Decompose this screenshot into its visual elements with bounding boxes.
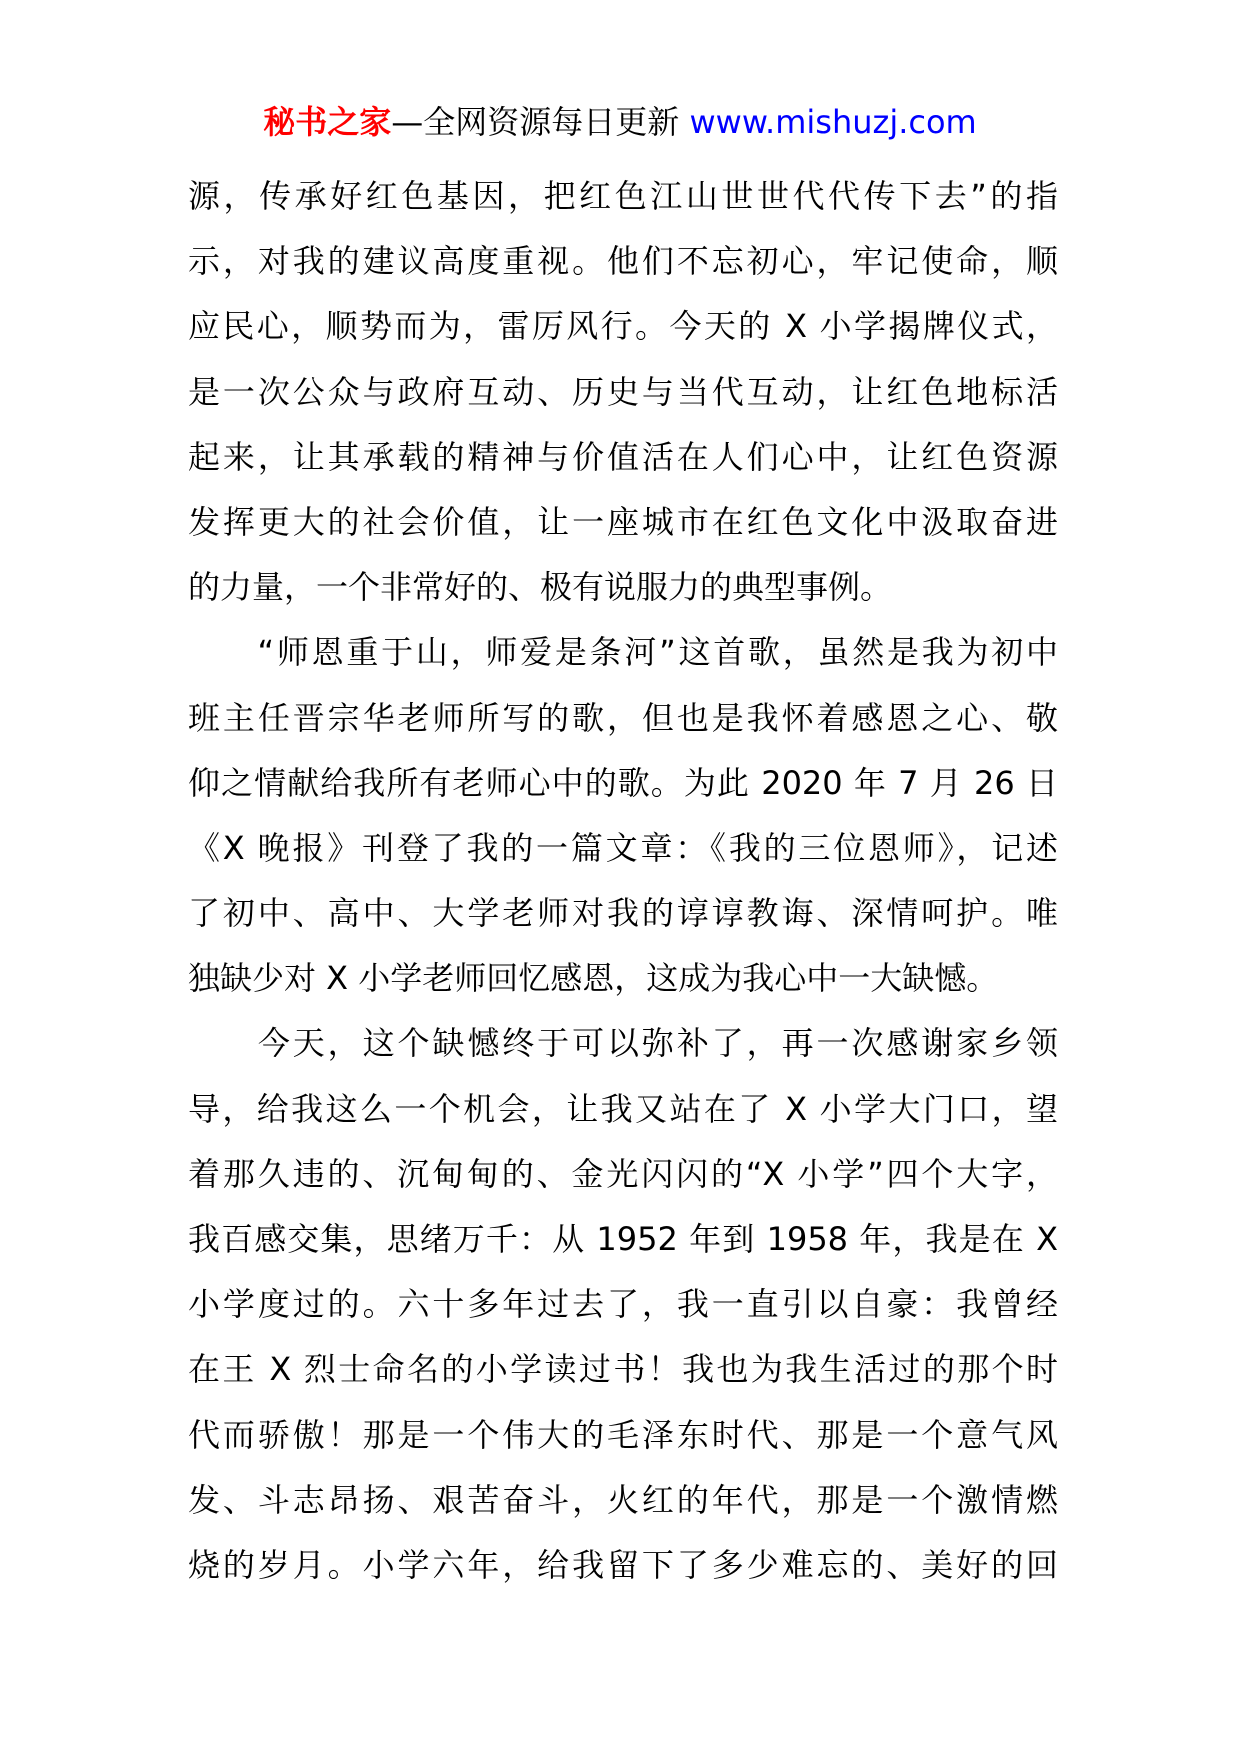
text-line: 仰之情献给我所有老师心中的歌。为此 2020 年 7 月 26 日 [188,763,1058,802]
text-line: 烧的岁月。小学六年，给我留下了多少难忘的、美好的回 [188,1545,1058,1584]
document-body [188,164,1058,1598]
text-line: “师恩重于山，师爱是条河”这首歌，虽然是我为初中 [188,633,1058,672]
text-line: 我百感交集，思绪万千：从 1952 年到 1958 年，我是在 X [188,1220,1058,1258]
text-line: 了初中、高中、大学老师对我的谆谆教诲、深情呵护。唯 [188,894,1058,933]
site-tagline: —全网资源每日更新 [391,103,680,141]
text-line: 独缺少对 X 小学老师回忆感恩，这成为我心中一大缺憾。 [188,959,999,998]
site-url-link[interactable]: www.mishuzj.com [689,103,977,141]
text-line: 源，传承好红色基因，把红色江山世世代代传下去”的指 [188,177,1058,215]
text-line: 小学度过的。六十多年过去了，我一直引以自豪：我曾经 [188,1285,1058,1324]
text-line: 在王 X 烈士命名的小学读过书！我也为我生活过的那个时 [188,1350,1058,1389]
site-brand: 秘书之家 [263,103,392,141]
text-line: 《X 晚报》刊登了我的一篇文章：《我的三位恩师》，记述 [188,828,1058,867]
text-line: 应民心，顺势而为，雷厉风行。今天的 X 小学揭牌仪式， [188,307,1058,346]
text-line: 是一次公众与政府互动、历史与当代互动，让红色地标活 [188,372,1058,411]
text-line: 导，给我这么一个机会，让我又站在了 X 小学大门口，望 [188,1089,1058,1128]
text-line: 班主任晋宗华老师所写的歌，但也是我怀着感恩之心、敬 [188,698,1058,737]
text-line: 的力量，一个非常好的、极有说服力的典型事例。 [188,568,893,607]
text-line: 今天，这个缺憾终于可以弥补了，再一次感谢家乡领 [188,1024,1058,1063]
text-line: 着那久违的、沉甸甸的、金光闪闪的“X 小学”四个大字， [188,1154,1058,1193]
text-line: 示，对我的建议高度重视。他们不忘初心，牢记使命，顺 [188,242,1058,281]
text-line: 代而骄傲！那是一个伟大的毛泽东时代、那是一个意气风 [188,1415,1058,1454]
text-line: 发、斗志昂扬、艰苦奋斗，火红的年代，那是一个激情燃 [188,1480,1058,1519]
text-line: 起来，让其承载的精神与价值活在人们心中，让红色资源 [188,437,1058,476]
site-header [0,100,1240,144]
text-line: 发挥更大的社会价值，让一座城市在红色文化中汲取奋进 [188,502,1058,541]
